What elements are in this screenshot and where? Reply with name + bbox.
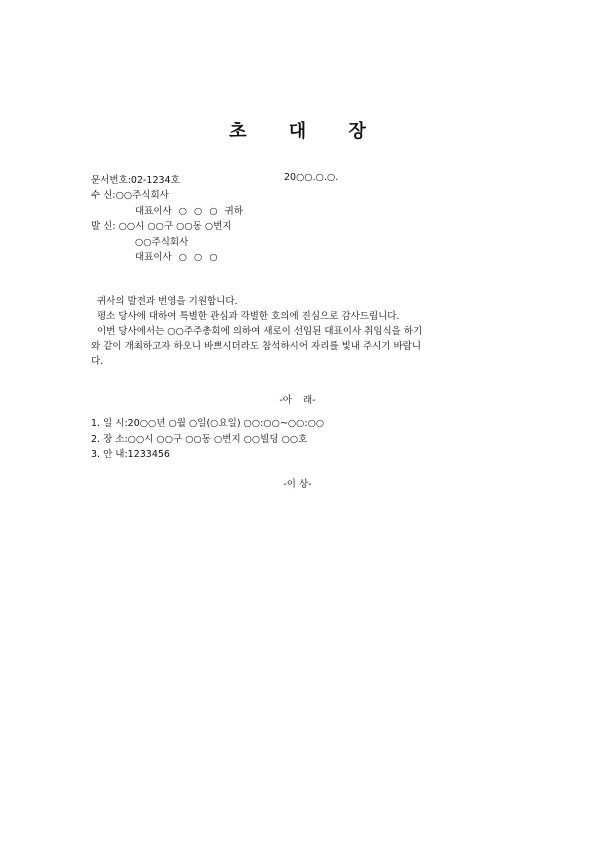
recipient-line: 수 신:○○주식회사 — [91, 190, 169, 201]
section-heading: -아 래- — [279, 395, 316, 406]
paragraph-invitation-line-2: 와 같이 개최하고자 하오니 바쁘시더라도 참석하시어 자리를 빛내 주시기 바랍니 — [91, 341, 422, 352]
item-location: 2. 장 소:○○시 ○○구 ○○동 ○번지 ○○빌딩 ○○호 — [91, 434, 308, 445]
paragraph-thanks: 평소 당사에 대하여 특별한 관심과 각별한 호의에 진심으로 감사드립니다. — [97, 311, 400, 322]
recipient-person: 대표이사 ○ ○ ○ 귀하 — [135, 206, 244, 217]
item-contact: 3. 안 내:1233456 — [91, 449, 170, 460]
document-date: 20○○.○.○. — [284, 172, 339, 183]
sender-person: 대표이사 ○ ○ ○ — [135, 252, 218, 263]
paragraph-invitation-line-1: 이번 당사에서는 ○○주주총회에 의하여 새로이 선임된 대표이사 취임식을 하기 — [97, 326, 423, 337]
sender-company: ○○주식회사 — [135, 237, 189, 248]
document-number: 문서번호:02-1234호 — [91, 175, 180, 186]
paragraph-invitation-line-3: 다. — [91, 356, 104, 367]
paragraph-greeting: 귀사의 발전과 번영을 기원합니다. — [97, 296, 238, 307]
document-title: 초 대 장 — [229, 121, 384, 142]
closing-mark: -이 상- — [283, 479, 312, 490]
sender-line: 발 신: ○○시 ○○구 ○○동 ○번지 — [91, 221, 232, 232]
item-datetime: 1. 일 시:20○○년 ○월 ○일(○요일) ○○:○○~○○:○○ — [91, 418, 325, 429]
